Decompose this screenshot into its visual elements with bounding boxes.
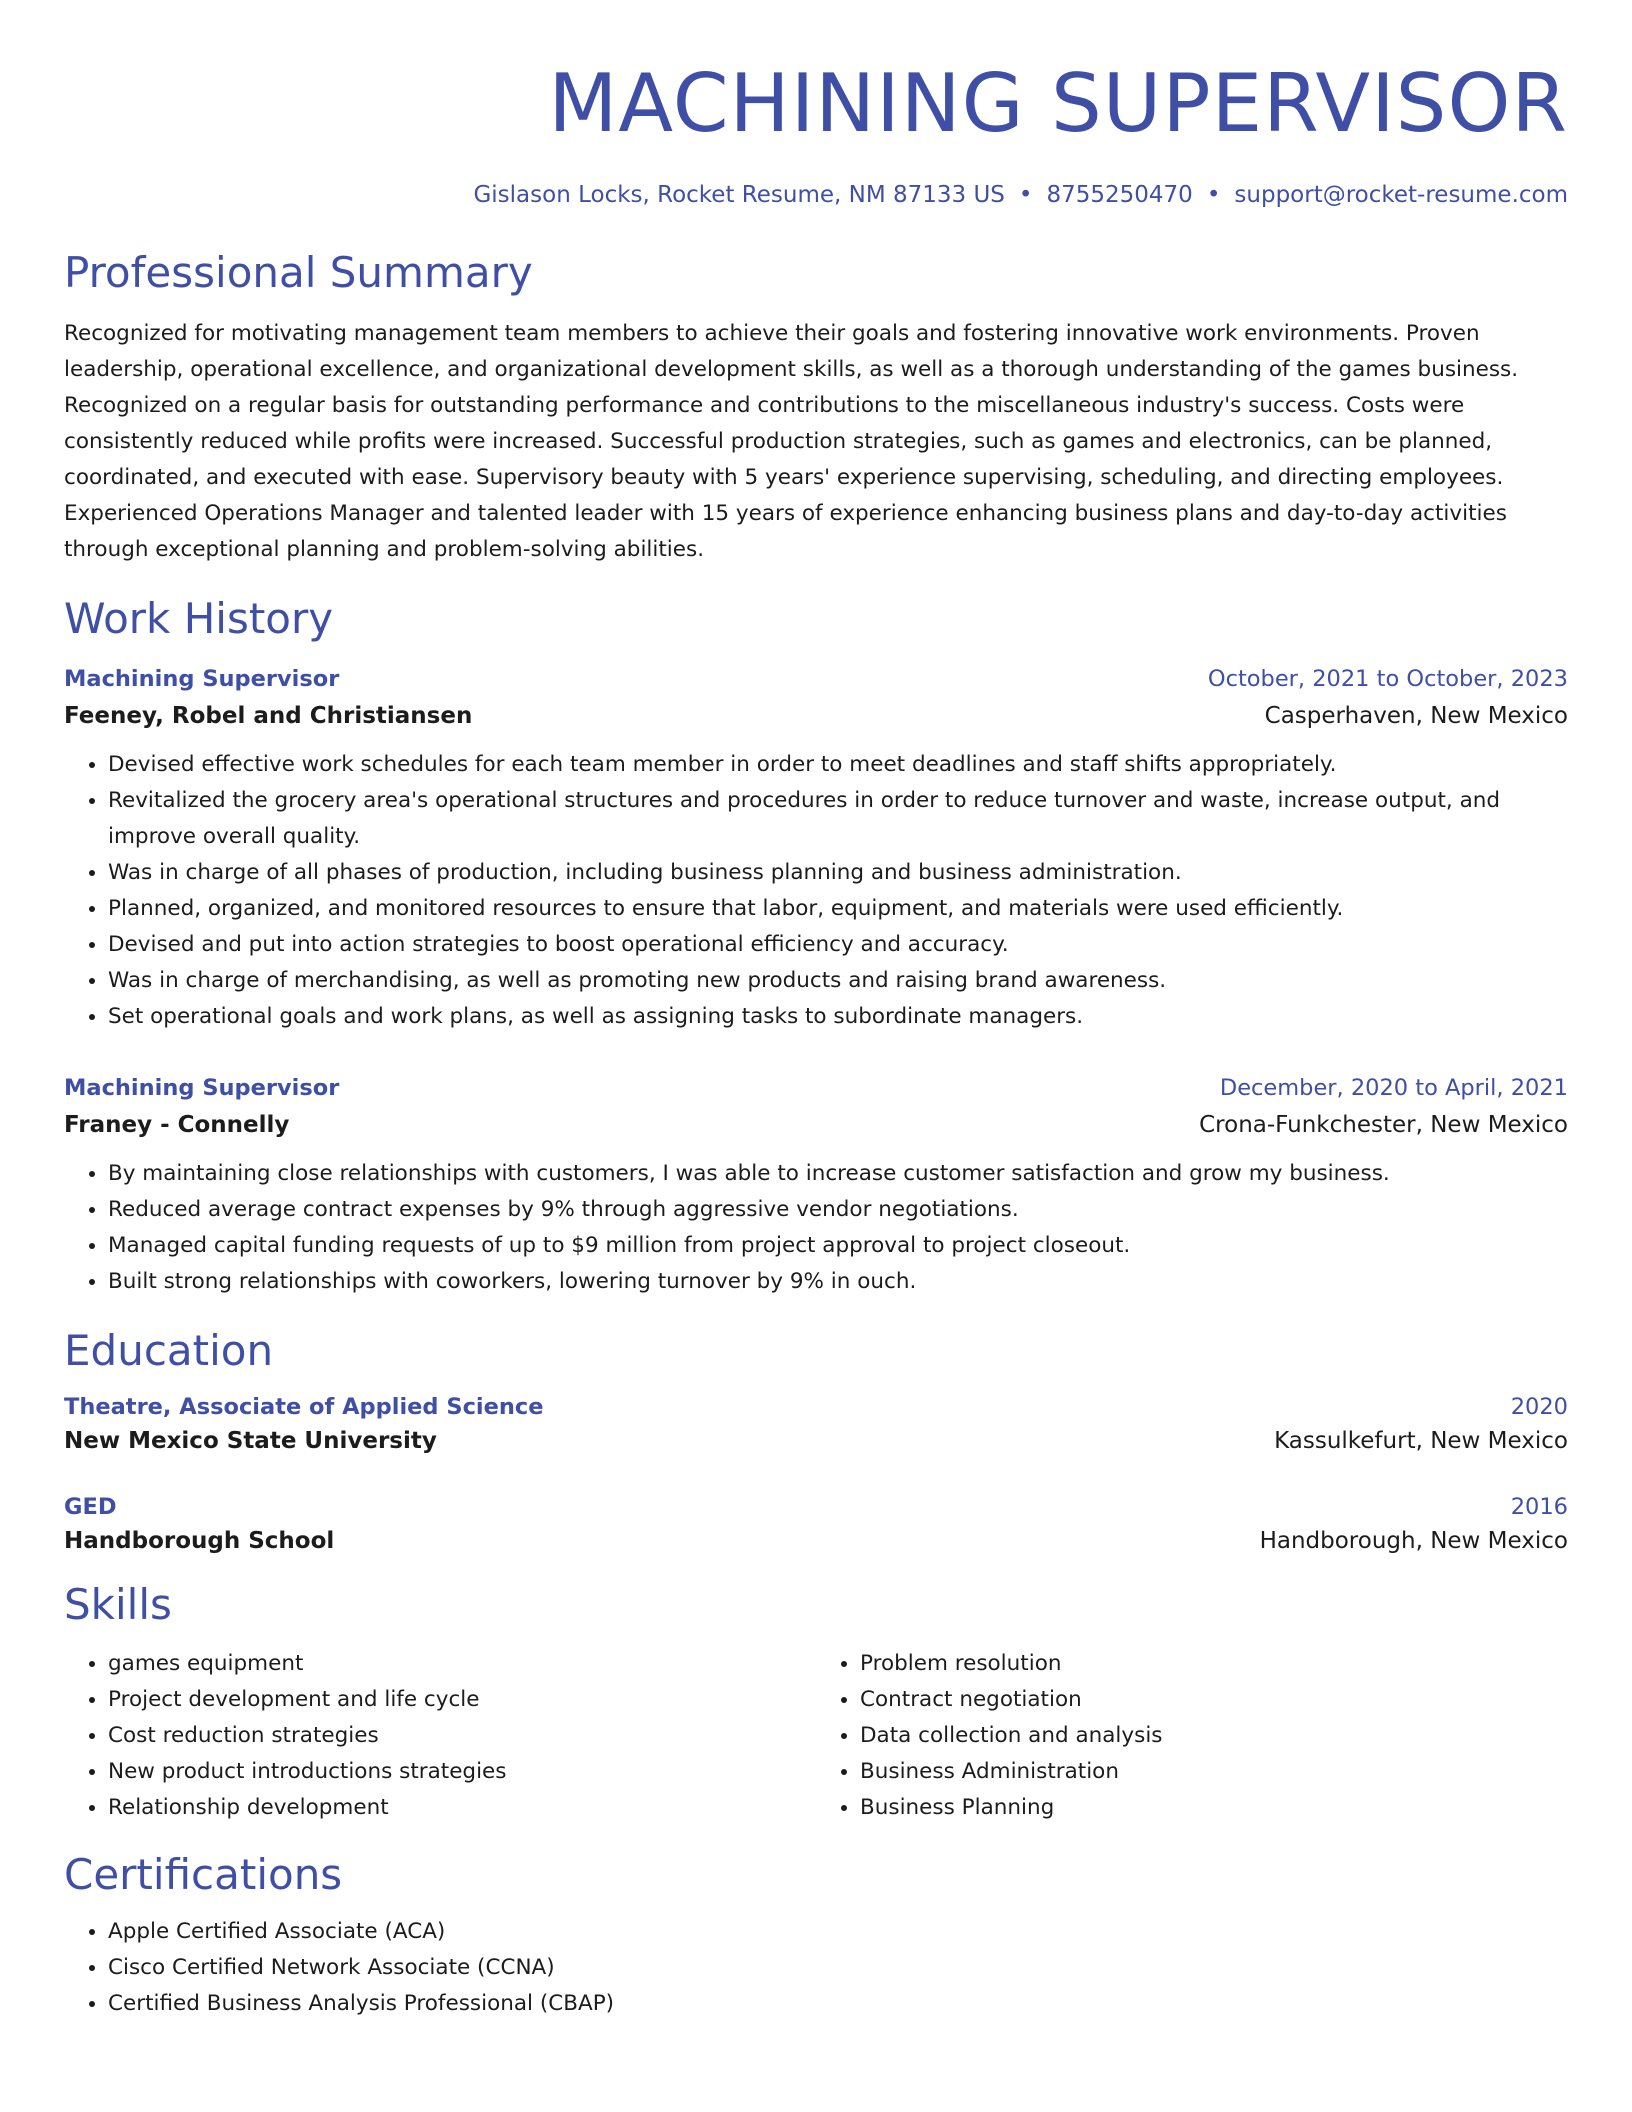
job-entry (64, 1073, 1568, 1300)
job-bullet: • Built strong relationships with coworkers, lowering turnover by 9% in ouch. (108, 1264, 1568, 1300)
job-bullet: • By maintaining close relationships with customers, I was able to increase customer satisfaction and grow my business. (108, 1156, 1568, 1192)
education-entry (64, 1392, 1568, 1458)
job-dates: October, 2021 to October, 2023 (1207, 666, 1568, 692)
summary-text: Recognized for motivating management team members to achieve their goals and fostering innovative work environments. Proven leadership, operational excellence, and organizational development skills, as well as a thorough understanding of the games business. Recognized on a regular basis for outstanding performance and contributions to the miscellaneous industry's success. Costs were consistently reduced while profits were increased. Successful production strategies, such as games and electronics, can be planned, coordinated, and executed with ease. Supervisory beauty with 5 years' experience supervising, scheduling, and directing employees. Experienced Operations Manager and talented leader with 15 years of experience enhancing business plans and day-to-day activities through exceptional planning and problem-solving abilities. (64, 321, 1519, 562)
contact-email: support@rocket-resume.com (1234, 182, 1568, 208)
job-bullets (64, 747, 1568, 1035)
contact-separator: • (1206, 182, 1221, 208)
education-location: Handborough, New Mexico (1259, 1528, 1568, 1554)
skill-item: • Contract negotiation (860, 1682, 1568, 1718)
skills-list-right (816, 1646, 1568, 1826)
job-bullet: • Planned, organized, and monitored resources to ensure that labor, equipment, and materials were used efficiently. (108, 891, 1568, 927)
job-company: Feeney, Robel and Christiansen (64, 703, 473, 729)
job-bullet: • Was in charge of merchandising, as well as promoting new products and raising brand awareness. (108, 963, 1568, 999)
education-location: Kassulkefurt, New Mexico (1274, 1428, 1568, 1454)
contact-line (64, 180, 1568, 210)
job-bullet: • Was in charge of all phases of production, including business planning and business administration. (108, 855, 1568, 891)
contact-address: Gislason Locks, Rocket Resume, NM 87133 US (473, 182, 1005, 208)
job-company: Franey - Connelly (64, 1112, 290, 1138)
job-bullet: • Devised and put into action strategies to boost operational efficiency and accuracy. (108, 927, 1568, 963)
skill-item: • Problem resolution (860, 1646, 1568, 1682)
contact-phone: 8755250470 (1046, 182, 1193, 208)
job-entry (64, 664, 1568, 1035)
skill-item: • Business Planning (860, 1790, 1568, 1826)
skills-list-left (64, 1646, 816, 1826)
contact-separator: • (1018, 182, 1033, 208)
certification-item: • Certified Business Analysis Professional (CBAP) (108, 1986, 1568, 2022)
skill-item: • Business Administration (860, 1754, 1568, 1790)
certification-item: • Apple Certified Associate (ACA) (108, 1914, 1568, 1950)
skills-grid (64, 1646, 1568, 1826)
certifications-list (64, 1914, 1568, 2022)
certification-item: • Cisco Certified Network Associate (CCNA) (108, 1950, 1568, 1986)
education-school: Handborough School (64, 1528, 335, 1554)
skill-item: • Relationship development (108, 1790, 816, 1826)
education-year: 2016 (1510, 1494, 1568, 1520)
skill-item: • Project development and life cycle (108, 1682, 816, 1718)
job-bullet: • Managed capital funding requests of up to $9 million from project approval to project closeout. (108, 1228, 1568, 1264)
job-location: Casperhaven, New Mexico (1264, 703, 1568, 729)
education-entry (64, 1492, 1568, 1558)
skill-item: • games equipment (108, 1646, 816, 1682)
work-history-heading: Work History (64, 594, 334, 643)
resume-title: MACHINING SUPERVISOR (548, 57, 1568, 150)
education-school: New Mexico State University (64, 1428, 437, 1454)
summary-heading: Professional Summary (64, 248, 533, 297)
skill-item: • New product introductions strategies (108, 1754, 816, 1790)
job-title: Machining Supervisor (64, 666, 340, 692)
skill-item: • Data collection and analysis (860, 1718, 1568, 1754)
skills-heading: Skills (64, 1580, 172, 1629)
certifications-heading: Certifications (64, 1850, 343, 1899)
job-title: Machining Supervisor (64, 1075, 340, 1101)
education-year: 2020 (1510, 1394, 1568, 1420)
skill-item: • Cost reduction strategies (108, 1718, 816, 1754)
job-dates: December, 2020 to April, 2021 (1219, 1075, 1568, 1101)
job-bullet: • Set operational goals and work plans, as well as assigning tasks to subordinate managers. (108, 999, 1568, 1035)
job-bullet: • Reduced average contract expenses by 9% through aggressive vendor negotiations. (108, 1192, 1568, 1228)
education-degree: GED (64, 1494, 117, 1520)
job-bullets (64, 1156, 1568, 1300)
job-bullet: • Revitalized the grocery area's operational structures and procedures in order to reduce turnover and waste, increase output, and improve overall quality. (108, 783, 1568, 855)
job-bullet: • Devised effective work schedules for each team member in order to meet deadlines and staff shifts appropriately. (108, 747, 1568, 783)
job-location: Crona-Funkchester, New Mexico (1199, 1112, 1568, 1138)
education-heading: Education (64, 1326, 274, 1375)
education-degree: Theatre, Associate of Applied Science (64, 1394, 544, 1420)
